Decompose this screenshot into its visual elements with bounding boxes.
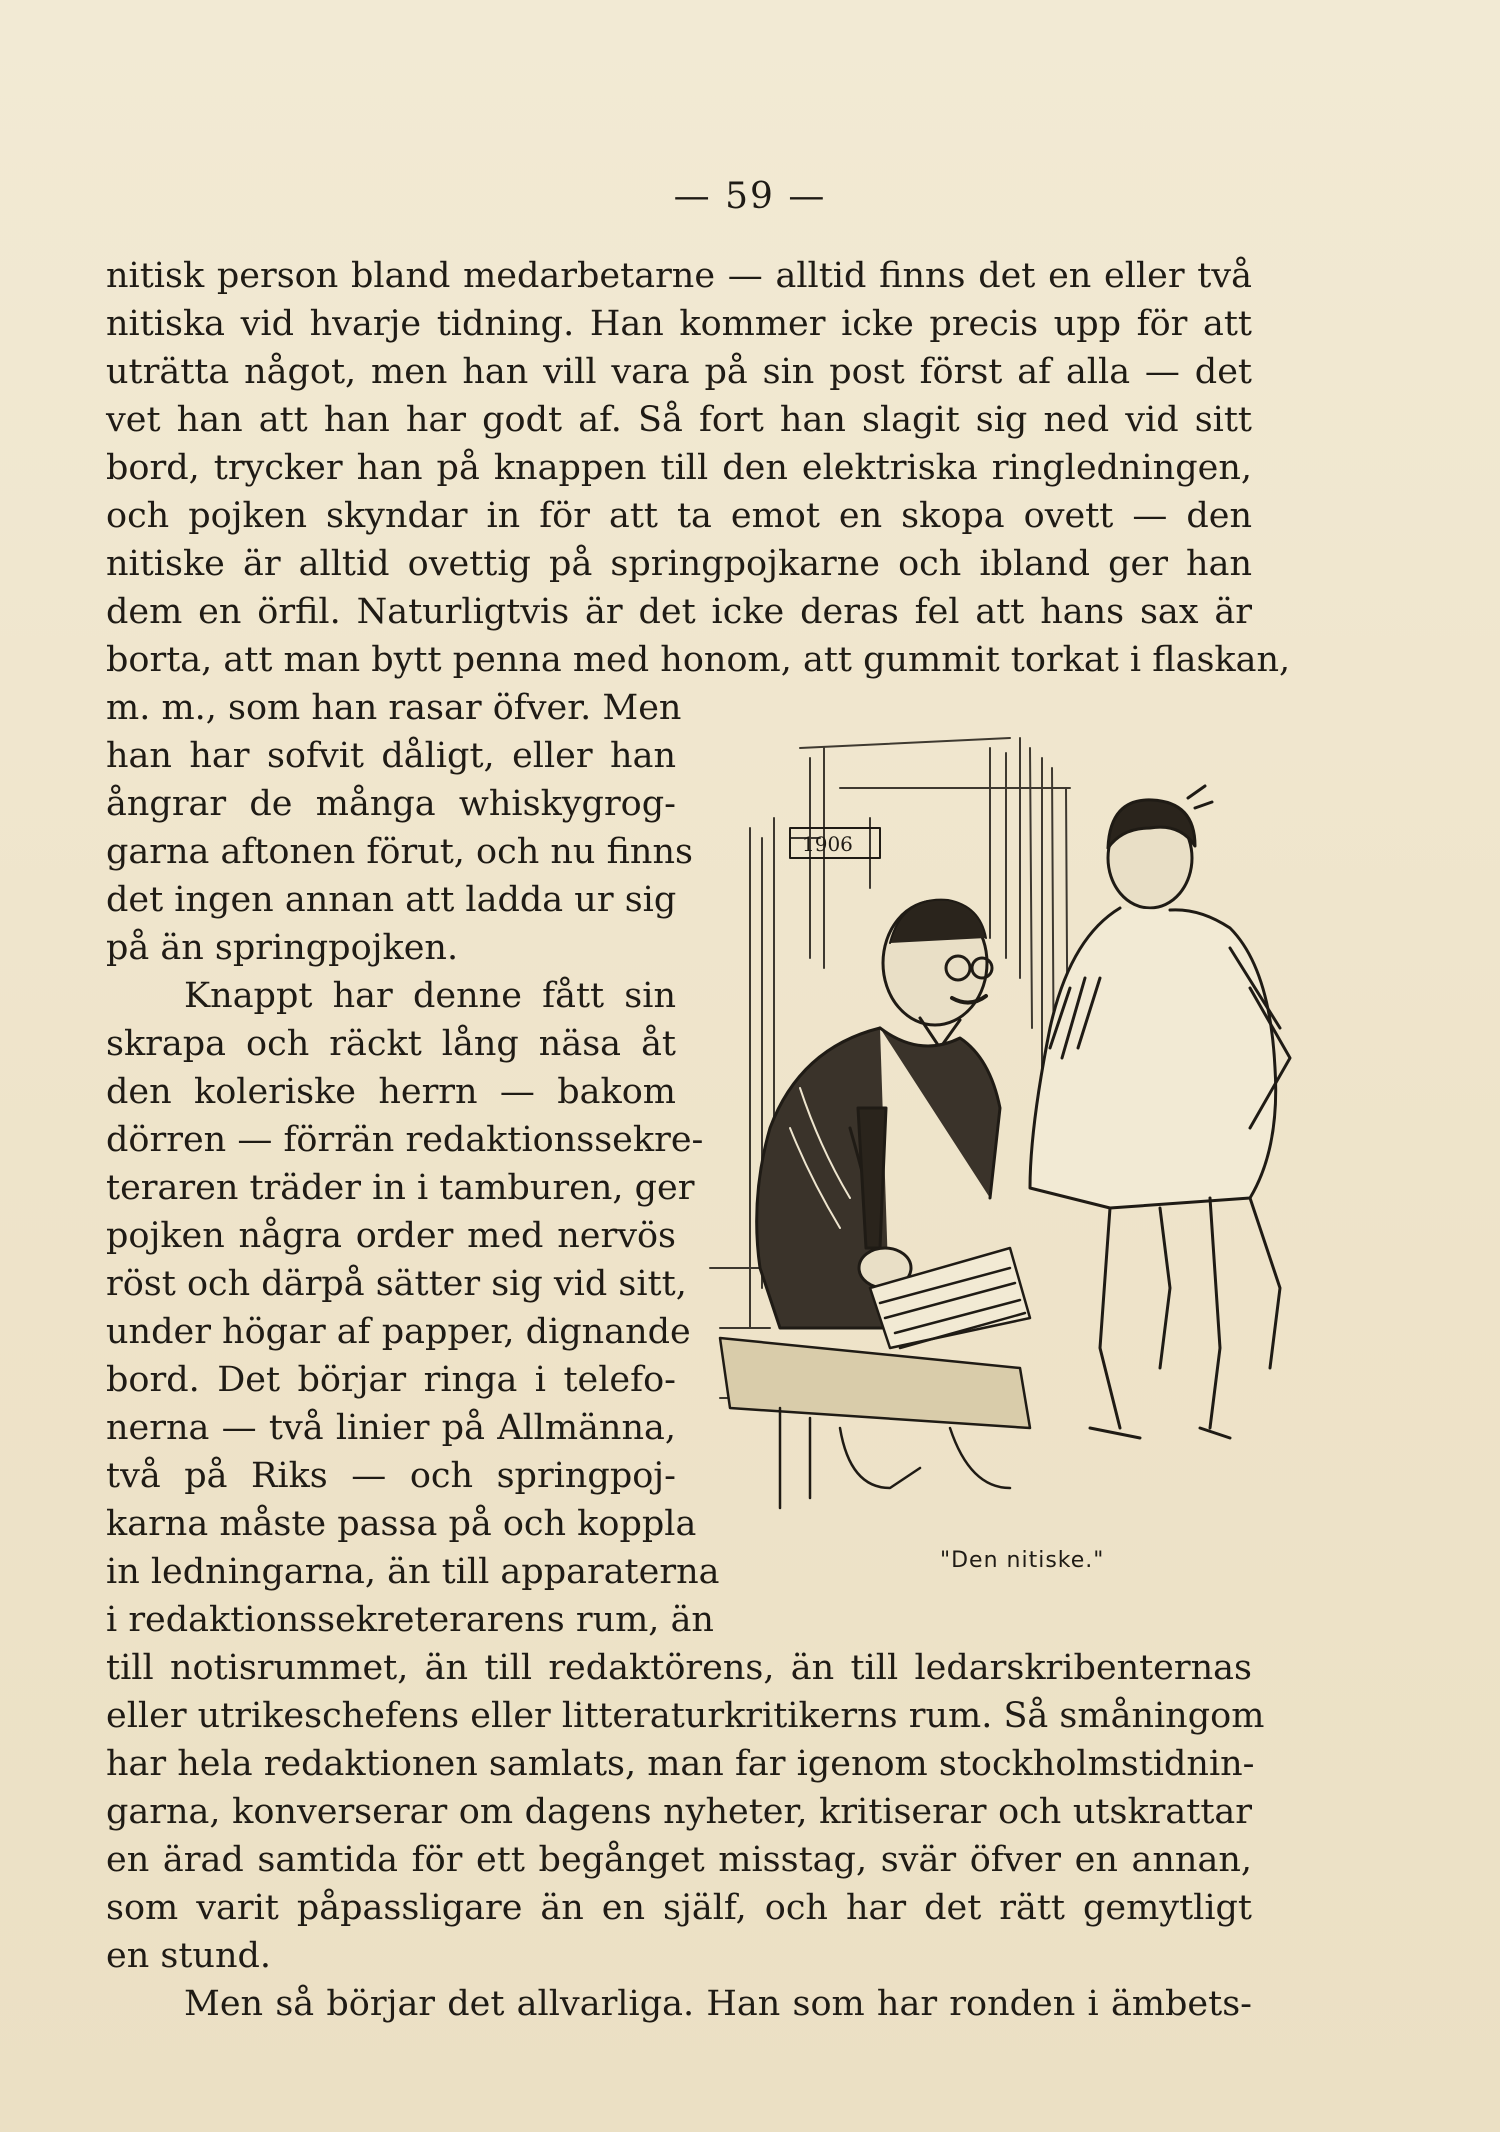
illustration-den-nitiske [690,728,1340,1530]
text-line: under högar af papper, dignande [106,1312,691,1352]
text-line: borta, att man bytt penna med honom, att gummit torkat i flaskan, [106,640,1291,680]
page-number: — 59 — [673,176,827,217]
text-line: röst och därpå sätter sig vid sitt, [106,1264,687,1304]
text-line: garna, konverserar om dagens nyheter, kritiserar och utskrattar [106,1792,1252,1832]
text-line: nitiska vid hvarje tidning. Han kommer icke precis upp för att [106,304,1252,344]
text-line: vet han att han har godt af. Så fort han slagit sig ned vid sitt [106,400,1252,440]
text-line: bord, trycker han på knappen till den elektriska ringledningen, [106,448,1252,488]
text-line: en ärad samtida för ett begånget misstag, svär öfver en annan, [106,1840,1252,1880]
text-line: det ingen annan att ladda ur sig [106,880,677,920]
text-line: ångrar de många whiskygrog- [106,784,676,824]
text-line: m. m., som han rasar öfver. Men [106,688,682,728]
text-line: på än springpojken. [106,928,459,968]
text-line: två på Riks — och springpoj- [106,1456,676,1496]
text-line: har hela redaktionen samlats, man far igenom stockholmstidnin- [106,1744,1255,1784]
text-line: eller utrikeschefens eller litteraturkritikerns rum. Så småningom [106,1696,1265,1736]
text-line: in ledningarna, än till apparaterna [106,1552,720,1592]
illustration-caption: "Den nitiske." [940,1548,1105,1573]
text-line: nitiske är alltid ovettig på springpojkarne och ibland ger han [106,544,1252,584]
text-line: nerna — två linier på Allmänna, [106,1408,676,1448]
text-line: uträtta något, men han vill vara på sin post först af alla — det [106,352,1252,392]
text-line: en stund. [106,1936,272,1976]
text-line: garna aftonen förut, och nu finns [106,832,693,872]
text-line: Men så börjar det allvarliga. Han som har ronden i ämbets- [184,1984,1252,2024]
text-line: karna måste passa på och koppla [106,1504,697,1544]
text-line: som varit påpassligare än en själf, och har det rätt gemytligt [106,1888,1252,1928]
text-line: dem en örfil. Naturligtvis är det icke deras fel att hans sax är [106,592,1252,632]
text-line: bord. Det börjar ringa i telefo- [106,1360,676,1400]
sign-text: 1906 [802,832,853,856]
text-line: Knappt har denne fått sin [184,976,676,1016]
text-line: pojken några order med nervös [106,1216,676,1256]
text-line: skrapa och räckt lång näsa åt [106,1024,676,1064]
text-line: den koleriske herrn — bakom [106,1072,676,1112]
standing-boy [1030,786,1290,1438]
text-line: i redaktionssekreterarens rum, än [106,1600,714,1640]
text-line: teraren träder in i tamburen, ger [106,1168,695,1208]
text-line: och pojken skyndar in för att ta emot en skopa ovett — den [106,496,1252,536]
text-line: till notisrummet, än till redaktörens, än till ledarskribenternas [106,1648,1252,1688]
text-line: nitisk person bland medarbetarne — alltid finns det en eller två [106,256,1252,296]
text-line: dörren — förrän redaktionssekre- [106,1120,704,1160]
text-line: han har sofvit dåligt, eller han [106,736,676,776]
